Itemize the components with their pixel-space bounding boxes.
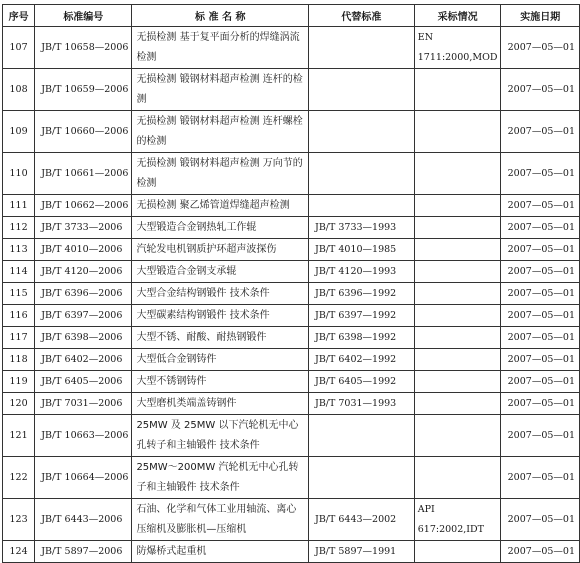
row-date: 2007—05—01 (501, 217, 580, 239)
row-date: 2007—05—01 (501, 283, 580, 305)
row-name: 无损检测 聚乙烯管道焊缝超声检测 (132, 195, 309, 217)
row-adopt (414, 349, 501, 371)
header-num: 序号 (3, 5, 35, 27)
row-rep (309, 27, 415, 69)
row-date: 2007—05—01 (501, 457, 580, 499)
row-date: 2007—05—01 (501, 349, 580, 371)
header-row (3, 5, 580, 27)
row-adopt (414, 457, 501, 499)
row-std: JB/T 6397—2006 (35, 305, 132, 327)
table-row (3, 541, 580, 563)
row-num: 122 (3, 457, 35, 499)
row-std: JB/T 10663—2006 (35, 415, 132, 457)
table-row (3, 27, 580, 69)
row-std: JB/T 4010—2006 (35, 239, 132, 261)
row-num: 117 (3, 327, 35, 349)
row-adopt (414, 153, 501, 195)
row-std: JB/T 10662—2006 (35, 195, 132, 217)
row-name: 石油、化学和气体工业用轴流、离心压缩机及膨胀机—压缩机 (132, 499, 309, 541)
row-num: 108 (3, 69, 35, 111)
row-name: 无损检测 锻钢材料超声检测 连杆的检测 (132, 69, 309, 111)
row-date: 2007—05—01 (501, 415, 580, 457)
row-adopt (414, 371, 501, 393)
row-rep (309, 457, 415, 499)
row-date: 2007—05—01 (501, 111, 580, 153)
table-row (3, 283, 580, 305)
row-num: 124 (3, 541, 35, 563)
row-rep: JB/T 6405—1992 (309, 371, 415, 393)
row-std: JB/T 10658—2006 (35, 27, 132, 69)
row-std: JB/T 7031—2006 (35, 393, 132, 415)
row-date: 2007—05—01 (501, 69, 580, 111)
row-name: 大型低合金钢铸件 (132, 349, 309, 371)
table-row (3, 217, 580, 239)
row-rep (309, 195, 415, 217)
row-std: JB/T 4120—2006 (35, 261, 132, 283)
row-adopt (414, 261, 501, 283)
table-row (3, 371, 580, 393)
row-adopt (414, 69, 501, 111)
row-adopt (414, 283, 501, 305)
row-name: 汽轮发电机钢质护环超声波探伤 (132, 239, 309, 261)
table-row (3, 153, 580, 195)
header-std: 标准编号 (35, 5, 132, 27)
row-rep: JB/T 6443—2002 (309, 499, 415, 541)
row-date: 2007—05—01 (501, 541, 580, 563)
row-rep: JB/T 4120—1993 (309, 261, 415, 283)
row-num: 115 (3, 283, 35, 305)
row-rep: JB/T 6398—1992 (309, 327, 415, 349)
row-name: 大型锻造合金钢热轧工作辊 (132, 217, 309, 239)
row-num: 113 (3, 239, 35, 261)
table-row (3, 327, 580, 349)
row-num: 116 (3, 305, 35, 327)
row-num: 119 (3, 371, 35, 393)
row-date: 2007—05—01 (501, 499, 580, 541)
table-row (3, 457, 580, 499)
table-row (3, 499, 580, 541)
standards-table (2, 4, 580, 563)
table-row (3, 111, 580, 153)
row-std: JB/T 10660—2006 (35, 111, 132, 153)
row-name: 大型合金结构钢锻件 技术条件 (132, 283, 309, 305)
row-adopt (414, 195, 501, 217)
row-date: 2007—05—01 (501, 261, 580, 283)
row-rep: JB/T 6402—1992 (309, 349, 415, 371)
row-adopt (414, 415, 501, 457)
row-std: JB/T 5897—2006 (35, 541, 132, 563)
row-name: 大型锻造合金钢支承辊 (132, 261, 309, 283)
row-rep: JB/T 6396—1992 (309, 283, 415, 305)
header-name: 标 准 名 称 (132, 5, 309, 27)
row-date: 2007—05—01 (501, 327, 580, 349)
row-name: 无损检测 基于复平面分析的焊缝涡流检测 (132, 27, 309, 69)
table-row (3, 415, 580, 457)
row-num: 112 (3, 217, 35, 239)
row-name: 大型磨机类端盖铸钢件 (132, 393, 309, 415)
table-row (3, 69, 580, 111)
row-num: 114 (3, 261, 35, 283)
row-std: JB/T 10664—2006 (35, 457, 132, 499)
row-adopt (414, 239, 501, 261)
header-rep: 代替标准 (309, 5, 415, 27)
row-date: 2007—05—01 (501, 27, 580, 69)
row-date: 2007—05—01 (501, 371, 580, 393)
row-date: 2007—05—01 (501, 305, 580, 327)
row-adopt (414, 541, 501, 563)
row-std: JB/T 3733—2006 (35, 217, 132, 239)
row-name: 25MW 及 25MW 以下汽轮机无中心孔转子和主轴锻件 技术条件 (132, 415, 309, 457)
table-row (3, 261, 580, 283)
row-num: 120 (3, 393, 35, 415)
row-name: 防爆桥式起重机 (132, 541, 309, 563)
header-adopt: 采标情况 (414, 5, 501, 27)
row-adopt (414, 111, 501, 153)
row-rep: JB/T 7031—1993 (309, 393, 415, 415)
row-rep (309, 415, 415, 457)
table-row (3, 239, 580, 261)
row-adopt (414, 327, 501, 349)
row-name: 大型不锈钢铸件 (132, 371, 309, 393)
row-date: 2007—05—01 (501, 239, 580, 261)
table-row (3, 393, 580, 415)
row-num: 123 (3, 499, 35, 541)
row-rep (309, 111, 415, 153)
table-row (3, 195, 580, 217)
row-name: 大型不锈、耐酸、耐热钢锻件 (132, 327, 309, 349)
row-adopt (414, 393, 501, 415)
row-adopt: EN 1711:2000,MOD (414, 27, 501, 69)
row-rep (309, 69, 415, 111)
row-num: 121 (3, 415, 35, 457)
row-std: JB/T 10661—2006 (35, 153, 132, 195)
row-rep: JB/T 4010—1985 (309, 239, 415, 261)
row-rep: JB/T 3733—1993 (309, 217, 415, 239)
row-name: 无损检测 锻钢材料超声检测 连杆螺栓的检测 (132, 111, 309, 153)
row-name: 无损检测 锻钢材料超声检测 万向节的检测 (132, 153, 309, 195)
row-num: 118 (3, 349, 35, 371)
row-rep: JB/T 5897—1991 (309, 541, 415, 563)
row-date: 2007—05—01 (501, 195, 580, 217)
row-std: JB/T 6398—2006 (35, 327, 132, 349)
row-adopt: API 617:2002,IDT (414, 499, 501, 541)
row-std: JB/T 6443—2006 (35, 499, 132, 541)
row-date: 2007—05—01 (501, 393, 580, 415)
row-date: 2007—05—01 (501, 153, 580, 195)
row-std: JB/T 6402—2006 (35, 349, 132, 371)
row-name: 大型碳素结构钢锻件 技术条件 (132, 305, 309, 327)
row-std: JB/T 10659—2006 (35, 69, 132, 111)
row-num: 109 (3, 111, 35, 153)
row-std: JB/T 6396—2006 (35, 283, 132, 305)
row-rep (309, 153, 415, 195)
row-adopt (414, 305, 501, 327)
row-name: 25MW～200MW 汽轮机无中心孔转子和主轴锻件 技术条件 (132, 457, 309, 499)
row-num: 107 (3, 27, 35, 69)
row-num: 110 (3, 153, 35, 195)
header-date: 实施日期 (501, 5, 580, 27)
row-num: 111 (3, 195, 35, 217)
table-row (3, 349, 580, 371)
row-std: JB/T 6405—2006 (35, 371, 132, 393)
row-rep: JB/T 6397—1992 (309, 305, 415, 327)
table-row (3, 305, 580, 327)
row-adopt (414, 217, 501, 239)
